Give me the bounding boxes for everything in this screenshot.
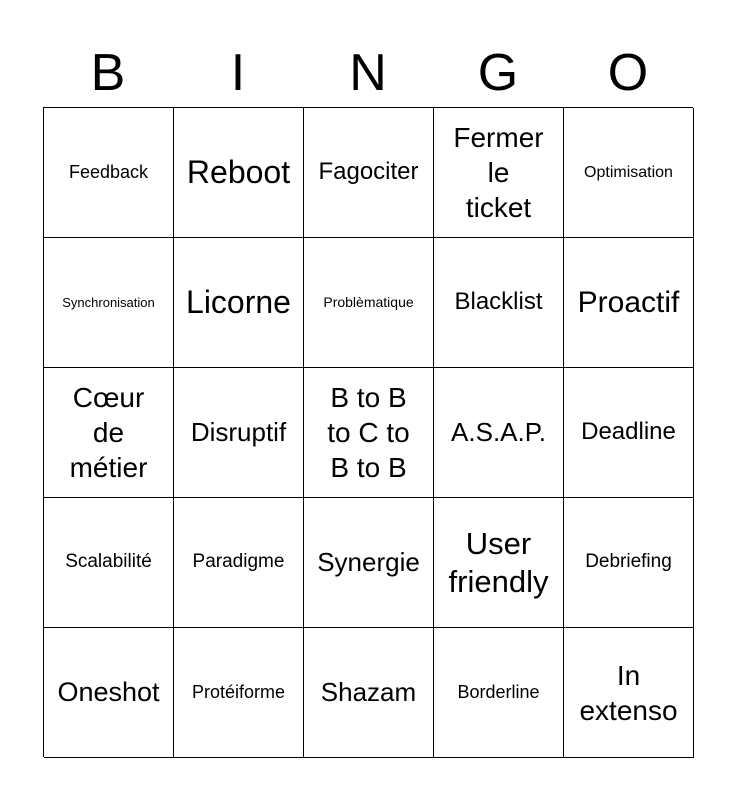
- bingo-cell-r5-c3[interactable]: Shazam: [304, 628, 434, 758]
- bingo-cell-r4-c5[interactable]: Debriefing: [564, 498, 694, 628]
- bingo-cell-r5-c2[interactable]: Protéiforme: [174, 628, 304, 758]
- bingo-cell-r2-c1[interactable]: Synchronisation: [44, 238, 174, 368]
- header-letter-b: B: [90, 44, 126, 102]
- bingo-cell-r3-c1[interactable]: Cœur de métier: [44, 368, 174, 498]
- bingo-cell-r5-c1[interactable]: Oneshot: [44, 628, 174, 758]
- bingo-cell-r1-c5[interactable]: Optimisation: [564, 108, 694, 238]
- bingo-cell-r5-c4[interactable]: Borderline: [434, 628, 564, 758]
- bingo-cell-r2-c4[interactable]: Blacklist: [434, 238, 564, 368]
- bingo-cell-r2-c2[interactable]: Licorne: [174, 238, 304, 368]
- header-letter-g: G: [477, 44, 519, 102]
- bingo-cell-r4-c1[interactable]: Scalabilité: [44, 498, 174, 628]
- bingo-cell-r2-c5[interactable]: Proactif: [564, 238, 694, 368]
- bingo-cell-r4-c3[interactable]: Synergie: [304, 498, 434, 628]
- bingo-cell-r3-c2[interactable]: Disruptif: [174, 368, 304, 498]
- header-letter-n: N: [349, 44, 387, 102]
- bingo-cell-r5-c5[interactable]: In extenso: [564, 628, 694, 758]
- bingo-board: [43, 107, 693, 757]
- bingo-cell-r3-c5[interactable]: Deadline: [564, 368, 694, 498]
- bingo-cell-r1-c2[interactable]: Reboot: [174, 108, 304, 238]
- bingo-cell-r3-c4[interactable]: A.S.A.P.: [434, 368, 564, 498]
- bingo-cell-r3-c3[interactable]: B to B to C to B to B: [304, 368, 434, 498]
- bingo-cell-r1-c3[interactable]: Fagociter: [304, 108, 434, 238]
- bingo-cell-r1-c1[interactable]: Feedback: [44, 108, 174, 238]
- header-letter-i: I: [230, 44, 246, 102]
- bingo-cell-r4-c4[interactable]: User friendly: [434, 498, 564, 628]
- header-letter-o: O: [607, 44, 649, 102]
- bingo-cell-r2-c3[interactable]: Problèmatique: [304, 238, 434, 368]
- bingo-cell-r4-c2[interactable]: Paradigme: [174, 498, 304, 628]
- bingo-header: [43, 38, 693, 108]
- bingo-cell-r1-c4[interactable]: Fermer le ticket: [434, 108, 564, 238]
